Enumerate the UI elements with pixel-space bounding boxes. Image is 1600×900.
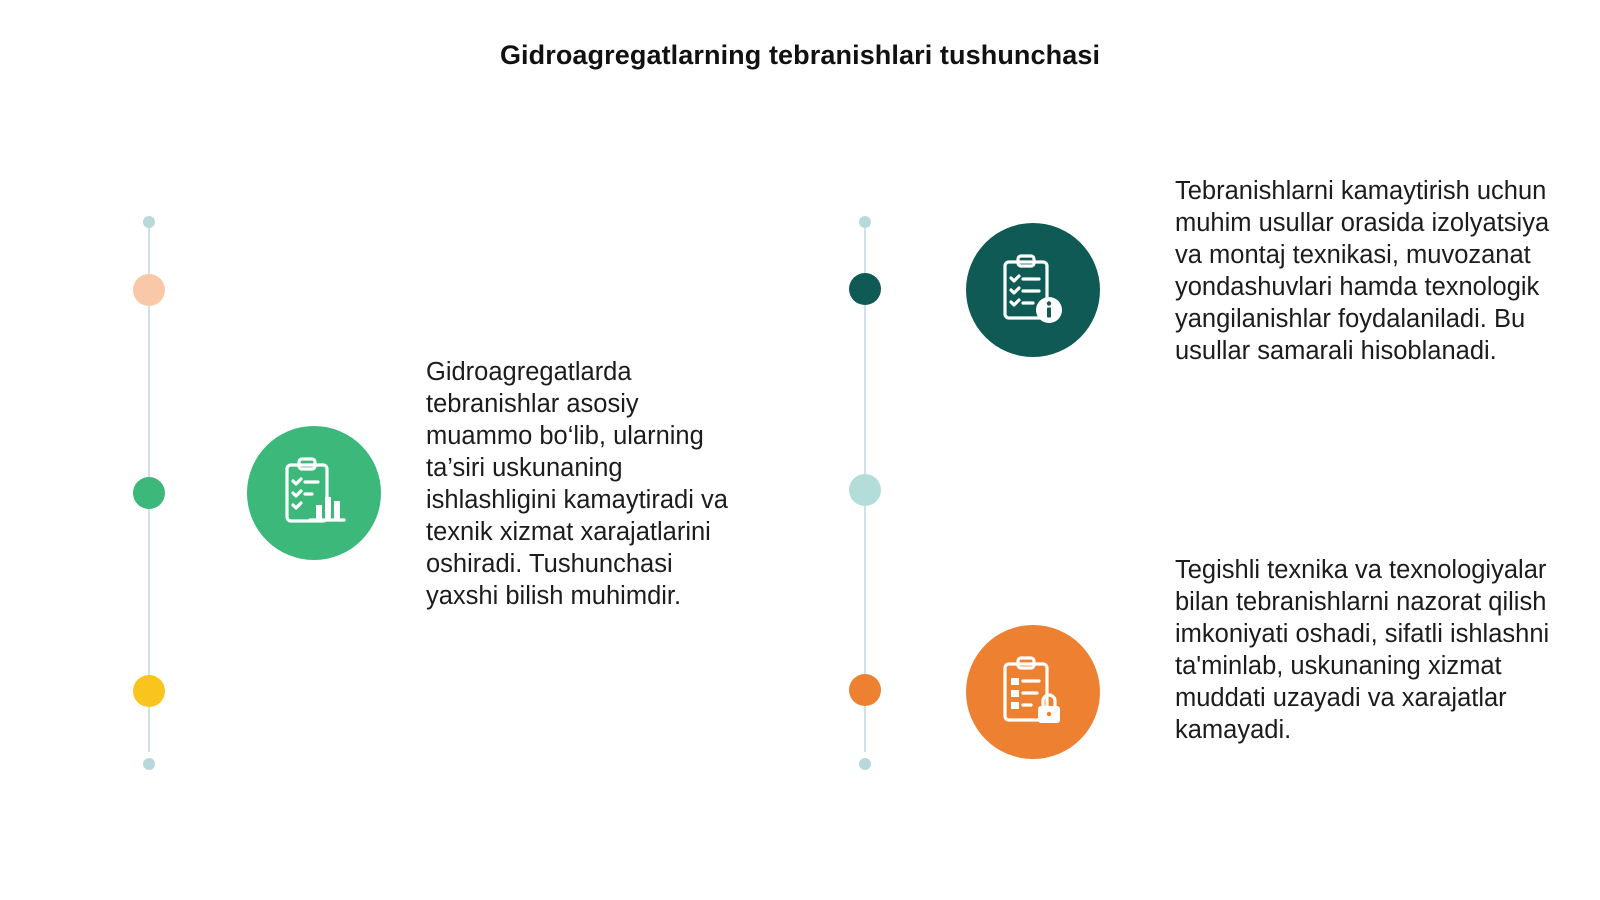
left-timeline-end — [143, 758, 155, 770]
item-text-2: Tebranishlarni kamaytirish uchun muhim usullar orasida izolyatsiya va montaj texnikasi, muvozanat yondashuvlari hamda texnologik yangilanishlar foydalaniladi. Bu usullar samarali hisoblanadi. — [1175, 177, 1550, 365]
right-timeline-dot-orange — [849, 674, 881, 706]
left-timeline-dot-green — [133, 477, 165, 509]
left-timeline-dot-peach — [133, 274, 165, 306]
right-timeline-end — [859, 758, 871, 770]
item-text-3: Tegishli texnika va texnologiyalar bilan tebranishlarni nazorat qilish imkoniyati oshadi, sifatli ishlashni ta'minlab, uskunaning xizmat muddati uzayadi va xarajatlar kamayadi. — [1175, 556, 1550, 744]
clipboard-lock-icon — [966, 625, 1100, 759]
right-timeline-dot-teal — [849, 273, 881, 305]
right-timeline-dot-mint — [849, 474, 881, 506]
item-text-1: Gidroagregatlarda tebranishlar asosiy muammo bo‘lib, ularning ta’siri uskunaning ishlashligini kamaytiradi va texnik xizmat xarajatlarini oshiradi. Tushunchasi yaxshi bilish muhimdir. — [426, 358, 728, 610]
left-timeline-start — [143, 216, 155, 228]
right-timeline-start — [859, 216, 871, 228]
left-timeline-dot-yellow — [133, 675, 165, 707]
page-title: Gidroagregatlarning tebranishlari tushunchasi — [499, 40, 1101, 70]
clipboard-chart-icon — [247, 426, 381, 560]
clipboard-info-icon — [966, 223, 1100, 357]
